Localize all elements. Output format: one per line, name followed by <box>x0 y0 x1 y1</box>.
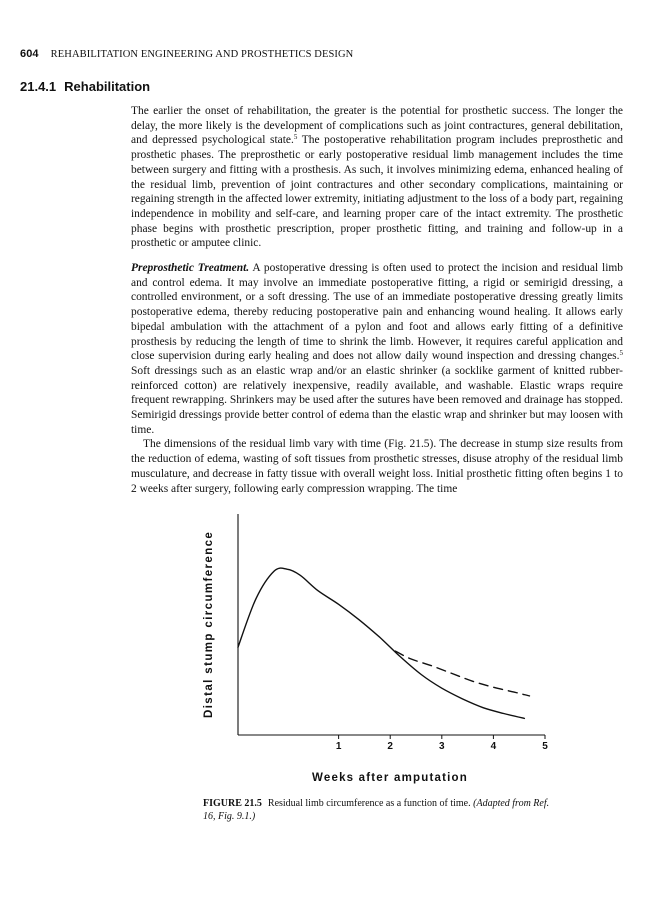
caption-source: (Adapted from Ref. 16, Fig. 9.1.) <box>203 798 550 822</box>
x-tick-label: 5 <box>542 741 548 752</box>
chart-ticks <box>336 735 548 752</box>
chart-svg <box>195 510 555 790</box>
figure-chart <box>195 510 555 790</box>
reference-superscript: 5 <box>293 133 298 142</box>
paragraph-1 <box>131 104 623 251</box>
caption-text: Residual limb circumference as a function of time. <box>267 798 471 809</box>
paragraph-2-text-a: A postoperative dressing is often used to protect the incision and residual limb and control edema. It may involve an immediate postoperative fitting, a rigid or semirigid dressing, a controlled environment, or a soft dressing. The use of an immediate postoperative dressing greatly limits postoperative edema, thereby reducing postoperative pain and enhancing wound healing. It allows early bipedal ambulation with the attachment of a pylon and foot and allows early fitting of a definitive prosthesis by reducing the length of time to shrink the limb. However, it requires careful application and close supervision during early healing and does not allow daily wound inspection and dressing changes. <box>131 262 624 363</box>
chart-curves <box>238 568 530 718</box>
reference-superscript: 5 <box>619 349 623 358</box>
paragraph-2 <box>131 261 623 437</box>
paragraph-3-text: The dimensions of the residual limb vary with time (Fig. 21.5). The decrease in stump size results from the reduction of edema, wasting of soft tissues from prosthetic stresses, disuse atrophy of the residual limb musculature, and decrease in fatty tissue with overall weight loss. Initial prosthetic fitting often begins 1 to 2 weeks after surgery, following early compression wrapping. The time <box>131 438 623 495</box>
page-number: 604 <box>20 48 39 60</box>
x-axis-label: Weeks after amputation <box>312 772 468 784</box>
figure-label: FIGURE 21.5 <box>203 798 262 809</box>
running-header <box>20 48 353 60</box>
dashed-series-line <box>395 651 529 696</box>
section-heading <box>20 79 150 94</box>
section-number: 21.4.1 <box>20 79 57 94</box>
paragraph-3 <box>131 437 623 496</box>
chart-axes <box>238 514 545 735</box>
running-title: REHABILITATION ENGINEERING AND PROSTHETICS DESIGN <box>50 49 354 60</box>
x-tick-label: 3 <box>439 741 445 752</box>
x-tick-label: 4 <box>490 741 497 752</box>
section-title: Rehabilitation <box>64 79 151 94</box>
run-in-heading: Preprosthetic Treatment. <box>131 262 250 275</box>
paragraph-2-text-b: Soft dressings such as an elastic wrap and/or an elastic shrinker (a socklike garment of knitted rubber-reinforced cotton) are relatively inexpensive, readily available, and washable. Elastic wraps require frequent rewrapping. Shrinkers may be used after the sutures have been removed and drainage has stopped. Semirigid dressings provide better control of edema than the elastic wrap and shrinker but may loosen with time. <box>131 364 623 436</box>
solid-series-line <box>238 568 524 718</box>
paragraph-1-text-b: The postoperative rehabilitation program includes preprosthetic and prosthetic phases. The preprosthetic or early postoperative residual limb management includes the time between surgery and fitting with a prosthesis. As such, it involves minimizing edema, enhanced healing of the residual limb, prevention of joint contractures and other secondary complications, maintaining or regaining strength in the affected lower extremity, initiating adjustment to the loss of a body part, regaining independence in mobility and self-care, and learning proper care of the intact extremity. The prosthetic phase begins with prosthetic prescription, proper prosthetic fitting, and training and follow-up in a prosthetic or amputee clinic. <box>131 134 623 250</box>
y-axis-label: Distal stump circumference <box>203 530 215 718</box>
x-tick-label: 1 <box>335 741 342 752</box>
figure-caption <box>203 797 563 823</box>
x-tick-label: 2 <box>387 741 393 752</box>
paragraph-1-text-a: The earlier the onset of rehabilitation, the greater is the potential for prosthetic success. The longer the delay, the more likely is the development of complications such as joint contractures, general debilitation, and depressed psychological state. <box>131 105 623 147</box>
body-text <box>131 104 623 496</box>
